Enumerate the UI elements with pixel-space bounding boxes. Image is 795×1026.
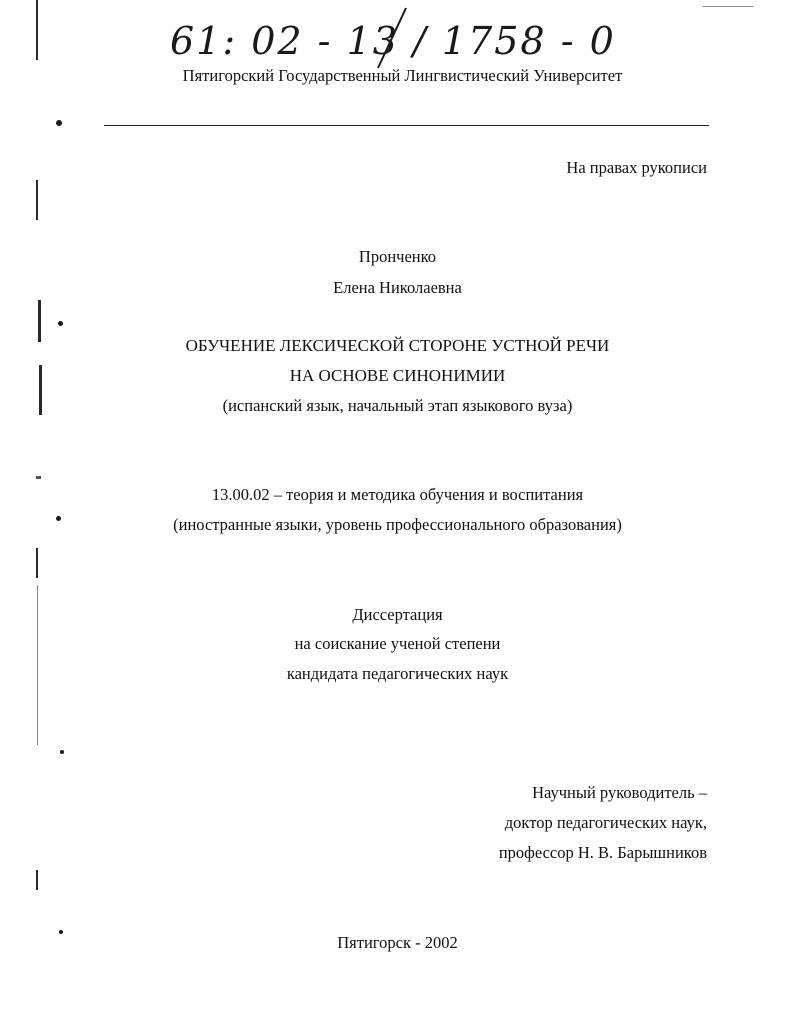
archive-number-text: 61: 02 - 13 / 1758 - 0 bbox=[170, 19, 616, 63]
city-year: Пятигорск - 2002 bbox=[337, 933, 458, 952]
author-name: Елена Николаевна bbox=[333, 278, 462, 297]
supervisor-line-3: профессор Н. В. Барышников bbox=[498, 843, 707, 862]
degree-line-3: кандидата педагогических наук bbox=[286, 664, 509, 683]
margin-scan-line bbox=[36, 180, 38, 220]
margin-dot bbox=[56, 120, 62, 126]
margin-scan-line bbox=[36, 870, 38, 890]
supervisor-line-1: Научный руководитель – bbox=[532, 783, 707, 802]
thesis-title-line-2: НА ОСНОВЕ СИНОНИМИИ bbox=[289, 366, 506, 385]
margin-dot bbox=[60, 750, 64, 754]
author-surname: Пронченко bbox=[358, 247, 437, 266]
archive-number-handwritten bbox=[168, 8, 616, 70]
degree-line-1: Диссертация bbox=[352, 605, 443, 624]
margin-scan-line bbox=[36, 548, 38, 578]
supervisor-line-2: доктор педагогических наук, bbox=[504, 813, 707, 832]
thesis-title-line-1: ОБУЧЕНИЕ ЛЕКСИЧЕСКОЙ СТОРОНЕ УСТНОЙ РЕЧИ bbox=[185, 336, 610, 355]
margin-speck bbox=[36, 476, 41, 479]
scan-edge-line bbox=[702, 6, 754, 7]
degree-line-2: на соискание ученой степени bbox=[294, 634, 501, 653]
specialty-code: 13.00.02 – теория и методика обучения и воспитания bbox=[211, 485, 584, 504]
specialty-detail: (иностранные языки, уровень профессионального образования) bbox=[173, 515, 622, 534]
header-divider bbox=[104, 125, 709, 126]
margin-scan-line bbox=[36, 0, 38, 60]
margin-dot bbox=[58, 321, 63, 326]
university-name: Пятигорский Государственный Лингвистический Университет bbox=[182, 66, 623, 85]
manuscript-note: На правах рукописи bbox=[566, 158, 707, 177]
thesis-subtitle: (испанский язык, начальный этап языкового вуза) bbox=[222, 396, 573, 415]
